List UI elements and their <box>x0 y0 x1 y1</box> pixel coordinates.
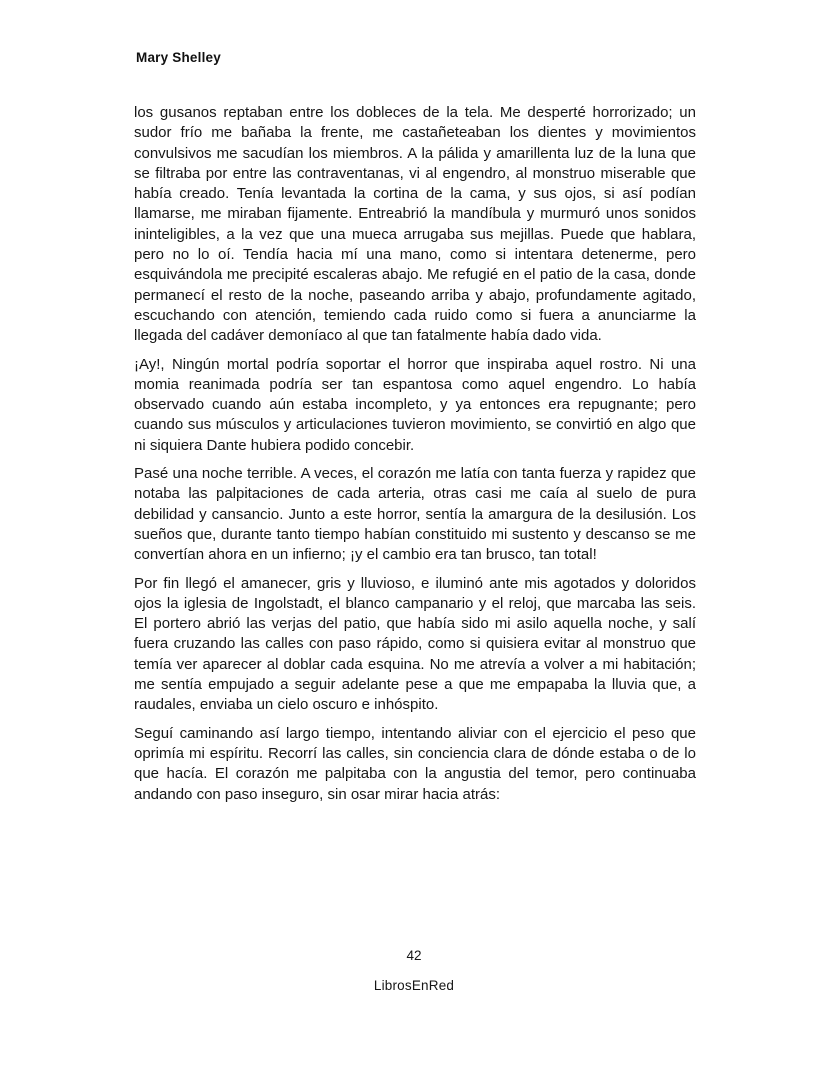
body-paragraph: Por fin llegó el amanecer, gris y lluvioso, e iluminó ante mis agotados y doloridos ojos la iglesia de Ingolstadt, el blanco campanario y el reloj, que marcaba las seis. El portero abrió las verjas del patio, que había sido mi asilo aquella noche, y salí fuera cruzando las calles con paso rápido, como si quisiera evitar al monstruo que temía ver aparecer al doblar cada esquina. No me atrevía a volver a mi habitación; me sentía empujado a seguir adelante pese a que me empapaba la lluvia que, a raudales, enviaba un cielo oscuro e inhóspito. <box>134 574 696 714</box>
body-paragraph: Pasé una noche terrible. A veces, el corazón me latía con tanta fuerza y rapidez que notaba las palpitaciones de cada arteria, otras casi me caía al suelo de pura debilidad y cansancio. Junto a este horror, sentía la amargura de la desilusión. Los sueños que, durante tanto tiempo habían constituido mi sustento y descanso se me convertían ahora en un infierno; ¡y el cambio era tan brusco, tan total! <box>134 465 696 564</box>
body-paragraph: los gusanos reptaban entre los dobleces de la tela. Me desperté horrorizado; un sudor frío me bañaba la frente, me castañeteaban los dientes y movimientos convulsivos me sacudían los miembros. A la pálida y amarillenta luz de la luna que se filtraba por entre las contraventanas, vi al engendro, al monstruo miserable que había creado. Tenía levantada la cortina de la cama, y sus ojos, si así podían llamarse, me miraban fijamente. Entreabrió la mandíbula y murmuró unos sonidos ininteligibles, a la vez que una mueca arrugaba sus mejillas. Puede que hablara, pero no lo oí. Tendía hacia mí una mano, como si intentara detenerme, pero esquivándola me precipité escaleras abajo. Me refugié en el patio de la casa, donde permanecí el resto de la noche, paseando arriba y abajo, profundamente agitado, escuchando con atención, temiendo cada ruido como si fuera a anunciarme la llegada del cadáver demoníaco al que tan fatalmente había dado vida. <box>134 104 696 345</box>
body-paragraph: Seguí caminando así largo tiempo, intentando aliviar con el ejercicio el peso que oprimía mi espíritu. Recorrí las calles, sin conciencia clara de dónde estaba o de lo que hacía. El corazón me palpitaba con la angustia del temor, pero continuaba andando con paso inseguro, sin osar mirar hacia atrás: <box>134 724 696 803</box>
body-paragraph: ¡Ay!, Ningún mortal podría soportar el horror que inspiraba aquel rostro. Ni una momia reanimada podría ser tan espantosa como aquel engendro. Lo había observado cuando aún estaba incompleto, y ya entonces era repugnante; pero cuando sus músculos y articulaciones tuvieron movimiento, se convirtió en algo que ni siquiera Dante hubiera podido concebir. <box>134 355 696 454</box>
running-header-author: Mary Shelley <box>136 50 221 65</box>
page-body <box>134 103 696 813</box>
publisher-name: LibrosEnRed <box>373 978 455 993</box>
page-number: 42 <box>406 948 422 963</box>
